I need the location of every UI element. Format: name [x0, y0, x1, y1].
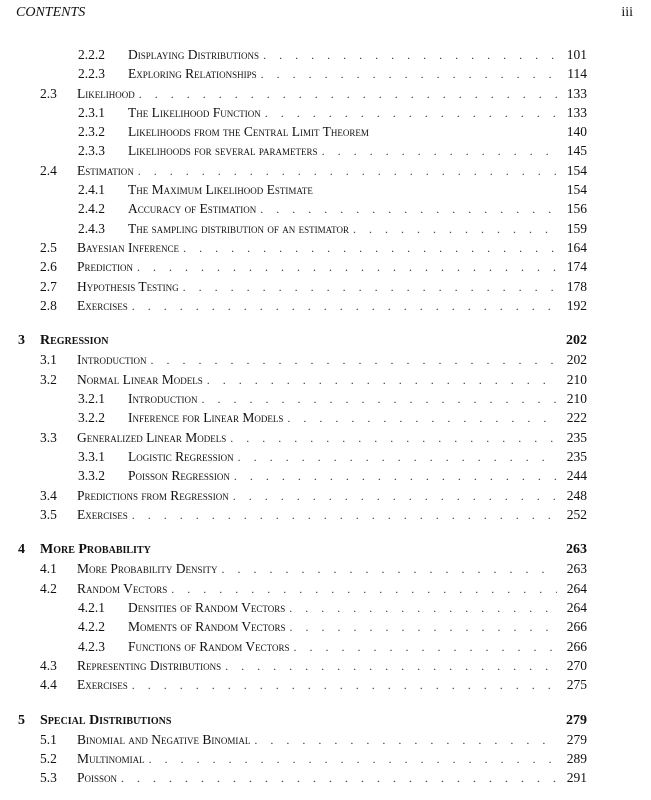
- dot-leader: [207, 371, 587, 390]
- toc-entry-number: 5.1: [40, 731, 57, 747]
- toc-entry-number: 5.2: [40, 751, 57, 767]
- dot-leader: [263, 46, 587, 65]
- dot-leader: [260, 200, 587, 219]
- toc-entry-number: 2.4: [40, 162, 57, 178]
- toc-subsection-entry[interactable]: [0, 199, 651, 218]
- dot-leader: [202, 390, 588, 409]
- toc-entry-page-number: 174: [557, 257, 587, 276]
- toc-entry-page-number: 140: [557, 122, 587, 141]
- toc-subsection-entry[interactable]: [0, 389, 651, 408]
- toc-entry-number: 4.1: [40, 561, 57, 577]
- toc-subsection-entry[interactable]: [0, 103, 651, 122]
- toc-chapter-entry[interactable]: [0, 331, 651, 350]
- toc-entry-number: 3.5: [40, 506, 57, 522]
- dot-leader: [254, 731, 587, 750]
- toc-entry-page-number: 289: [557, 749, 587, 768]
- chapter-gap: [0, 315, 651, 331]
- toc-entry-title[interactable]: Multinomial: [77, 751, 145, 767]
- toc-entry-number: 2.8: [40, 297, 57, 313]
- toc-entry-page-number: 164: [557, 238, 587, 257]
- toc-entry-title[interactable]: The Likelihood Function: [128, 104, 261, 120]
- toc-entry-page-number: 159: [557, 219, 587, 238]
- toc-entry-number: 2.4.3: [78, 220, 105, 236]
- toc-entry-title[interactable]: More Probability Density: [77, 561, 218, 577]
- toc-entry-page-number: 210: [557, 389, 587, 408]
- toc-entry-number: 4.2.1: [78, 600, 105, 616]
- toc-section-entry[interactable]: [0, 257, 651, 276]
- toc-entry-title[interactable]: Introduction: [77, 352, 147, 368]
- toc-entry-page-number: 264: [557, 598, 587, 617]
- toc-entry-number: 2.4.2: [78, 201, 105, 217]
- toc-entry-title[interactable]: Introduction: [128, 391, 198, 407]
- dot-leader: [287, 409, 587, 428]
- toc-section-entry[interactable]: [0, 84, 651, 103]
- toc-entry-page-number: 101: [557, 45, 587, 64]
- toc-entry-number: 3.2.2: [78, 410, 105, 426]
- toc-entry-page-number: 156: [557, 199, 587, 218]
- toc-entry-number: 4.2: [40, 580, 57, 596]
- toc-entry-page-number: 202: [557, 331, 587, 350]
- dot-leader: [265, 104, 587, 123]
- dot-leader: [183, 239, 587, 258]
- toc-entry-page-number: 263: [557, 559, 587, 578]
- dot-leader: [132, 676, 587, 695]
- toc-entry-number: 2.5: [40, 239, 57, 255]
- toc-entry-page-number: 270: [557, 656, 587, 675]
- toc-subsection-entry[interactable]: [0, 408, 651, 427]
- toc-entry-title[interactable]: Hypothesis Testing: [77, 278, 179, 294]
- toc-entry-page-number: 252: [557, 505, 587, 524]
- toc-entry-title[interactable]: Representing Distributions: [77, 657, 222, 673]
- toc-entry-page-number: 192: [557, 296, 587, 315]
- toc-entry-number: 5.3: [40, 770, 57, 786]
- toc-entry-number: 3.2.1: [78, 391, 105, 407]
- toc-entry-page-number: 291: [557, 768, 587, 787]
- toc-section-entry[interactable]: [0, 296, 651, 315]
- toc-entry-page-number: 154: [557, 180, 587, 199]
- toc-entry-number: 3.2: [40, 371, 57, 387]
- dot-leader: [132, 506, 587, 525]
- dot-leader: [225, 657, 587, 676]
- toc-entry-number: 3.3: [40, 429, 57, 445]
- toc-entry-page-number: 133: [557, 103, 587, 122]
- toc-entry-page-number: 210: [557, 370, 587, 389]
- toc-section-entry[interactable]: [0, 768, 651, 787]
- toc-subsection-entry[interactable]: [0, 466, 651, 485]
- toc-entry-page-number: 235: [557, 447, 587, 466]
- toc-entry-page-number: 266: [557, 617, 587, 636]
- toc-entry-page-number: 244: [557, 466, 587, 485]
- toc-section-entry[interactable]: [0, 749, 651, 768]
- toc-entry-number: 4.2.3: [78, 638, 105, 654]
- dot-leader: [234, 467, 587, 486]
- toc-entry-title[interactable]: Logistic Regression: [128, 448, 234, 464]
- toc-entry-title[interactable]: Estimation: [77, 162, 134, 178]
- toc-section-entry[interactable]: [0, 505, 651, 524]
- toc-entry-title[interactable]: Generalized Linear Models: [77, 429, 227, 445]
- toc-subsection-entry[interactable]: [0, 447, 651, 466]
- toc-entry-title[interactable]: Poisson: [77, 770, 118, 786]
- toc-entry-number: 2.3.1: [78, 104, 105, 120]
- table-of-contents: [0, 45, 651, 788]
- toc-entry-number: 2.6: [40, 259, 57, 275]
- toc-subsection-entry[interactable]: [0, 180, 651, 199]
- dot-leader: [233, 487, 587, 506]
- toc-entry-title[interactable]: Exercises: [77, 677, 128, 693]
- dot-leader: [294, 638, 588, 657]
- toc-entry-number: 5: [18, 712, 25, 728]
- toc-entry-title[interactable]: Inference for Linear Models: [128, 410, 284, 426]
- dot-leader: [138, 162, 587, 181]
- toc-entry-number: 3.1: [40, 352, 57, 368]
- toc-section-entry[interactable]: [0, 675, 651, 694]
- toc-section-entry[interactable]: [0, 579, 651, 598]
- toc-entry-page-number: 279: [557, 711, 587, 730]
- toc-entry-title[interactable]: Bayesian Inference: [77, 239, 180, 255]
- dot-leader: [322, 142, 587, 161]
- toc-entry-title[interactable]: Binomial and Negative Binomial: [77, 731, 251, 747]
- toc-entry-page-number: 248: [557, 486, 587, 505]
- toc-entry-number: 2.4.1: [78, 182, 105, 198]
- dot-leader: [289, 599, 587, 618]
- dot-leader: [137, 258, 587, 277]
- toc-entry-title[interactable]: Exploring Relationships: [128, 66, 257, 82]
- toc-entry-page-number: 114: [557, 64, 587, 83]
- dot-leader: [151, 351, 588, 370]
- dot-leader: [353, 220, 587, 239]
- toc-subsection-entry[interactable]: [0, 45, 651, 64]
- toc-entry-page-number: 154: [557, 161, 587, 180]
- running-header: [16, 5, 633, 27]
- toc-entry-page-number: 222: [557, 408, 587, 427]
- toc-entry-page-number: 178: [557, 277, 587, 296]
- header-page-number: iii: [621, 5, 633, 20]
- toc-entry-number: 2.3.3: [78, 143, 105, 159]
- toc-entry-page-number: 235: [557, 428, 587, 447]
- toc-entry-title[interactable]: Likelihoods from the Central Limit Theorem: [128, 124, 369, 140]
- toc-entry-number: 2.3: [40, 85, 57, 101]
- chapter-gap: [0, 524, 651, 540]
- dot-leader: [238, 448, 587, 467]
- toc-entry-title[interactable]: Predictions from Regression: [77, 487, 229, 503]
- toc-subsection-entry[interactable]: [0, 598, 651, 617]
- toc-entry-title[interactable]: Functions of Random Vectors: [128, 638, 290, 654]
- toc-entry-page-number: 263: [557, 540, 587, 559]
- toc-entry-number: 3: [18, 333, 25, 349]
- toc-entry-page-number: 202: [557, 350, 587, 369]
- toc-entry-number: 2.3.2: [78, 124, 105, 140]
- toc-entry-number: 4.3: [40, 657, 57, 673]
- dot-leader: [261, 65, 587, 84]
- toc-subsection-entry[interactable]: [0, 617, 651, 636]
- dot-leader: [222, 560, 587, 579]
- toc-subsection-entry[interactable]: [0, 64, 651, 83]
- toc-entry-number: 4: [18, 542, 25, 558]
- toc-entry-title[interactable]: Normal Linear Models: [77, 371, 203, 387]
- toc-subsection-entry[interactable]: [0, 637, 651, 656]
- toc-entry-title[interactable]: Accuracy of Estimation: [128, 201, 257, 217]
- toc-entry-title[interactable]: Special Distributions: [40, 712, 172, 728]
- toc-entry-title[interactable]: The Maximum Likelihood Estimate: [128, 182, 313, 198]
- toc-section-entry[interactable]: [0, 161, 651, 180]
- toc-section-entry[interactable]: [0, 428, 651, 447]
- toc-entry-title[interactable]: Prediction: [77, 259, 134, 275]
- toc-section-entry[interactable]: [0, 370, 651, 389]
- dot-leader: [183, 278, 587, 297]
- toc-entry-title[interactable]: The sampling distribution of an estimator: [128, 220, 349, 236]
- toc-entry-page-number: 266: [557, 637, 587, 656]
- toc-entry-page-number: 275: [557, 675, 587, 694]
- chapter-gap: [0, 695, 651, 711]
- toc-subsection-entry[interactable]: [0, 141, 651, 160]
- toc-entry-page-number: 145: [557, 141, 587, 160]
- toc-entry-number: 2.2.3: [78, 66, 105, 82]
- toc-entry-number: 2.2.2: [78, 47, 105, 62]
- toc-entry-title[interactable]: Exercises: [77, 297, 128, 313]
- toc-entry-title[interactable]: Random Vectors: [77, 580, 168, 596]
- toc-section-entry[interactable]: [0, 277, 651, 296]
- toc-entry-title[interactable]: Likelihoods for several parameters: [128, 143, 318, 159]
- toc-entry-number: 3.4: [40, 487, 57, 503]
- toc-entry-page-number: 279: [557, 730, 587, 749]
- dot-leader: [149, 750, 587, 769]
- dot-leader: [132, 297, 587, 316]
- toc-entry-title[interactable]: Poisson Regression: [128, 468, 230, 484]
- toc-section-entry[interactable]: [0, 559, 651, 578]
- toc-entry-number: 3.3.2: [78, 468, 105, 484]
- dot-leader: [139, 85, 587, 104]
- toc-entry-number: 4.4: [40, 677, 57, 693]
- dot-leader: [290, 618, 588, 637]
- toc-section-entry[interactable]: [0, 238, 651, 257]
- toc-entry-number: 2.7: [40, 278, 57, 294]
- toc-entry-page-number: 264: [557, 579, 587, 598]
- toc-subsection-entry[interactable]: [0, 122, 651, 141]
- toc-entry-page-number: 133: [557, 84, 587, 103]
- toc-entry-title[interactable]: Likelihood: [77, 85, 135, 101]
- toc-entry-title[interactable]: Displaying Distributions: [128, 47, 260, 62]
- toc-entry-number: 3.3.1: [78, 448, 105, 464]
- dot-leader: [171, 580, 587, 599]
- toc-chapter-entry[interactable]: [0, 711, 651, 730]
- toc-entry-title[interactable]: Densities of Random Vectors: [128, 600, 286, 616]
- toc-entry-title[interactable]: Regression: [40, 333, 109, 349]
- dot-leader: [121, 769, 587, 788]
- toc-entry-title[interactable]: Exercises: [77, 506, 128, 522]
- toc-subsection-entry[interactable]: [0, 219, 651, 238]
- toc-chapter-entry[interactable]: [0, 540, 651, 559]
- toc-entry-title[interactable]: Moments of Random Vectors: [128, 619, 286, 635]
- header-title: CONTENTS: [16, 5, 86, 20]
- toc-section-entry[interactable]: [0, 656, 651, 675]
- toc-entry-number: 4.2.2: [78, 619, 105, 635]
- dot-leader: [230, 429, 587, 448]
- toc-section-entry[interactable]: [0, 350, 651, 369]
- toc-entry-title[interactable]: More Probability: [40, 542, 151, 558]
- toc-section-entry[interactable]: [0, 486, 651, 505]
- toc-section-entry[interactable]: [0, 730, 651, 749]
